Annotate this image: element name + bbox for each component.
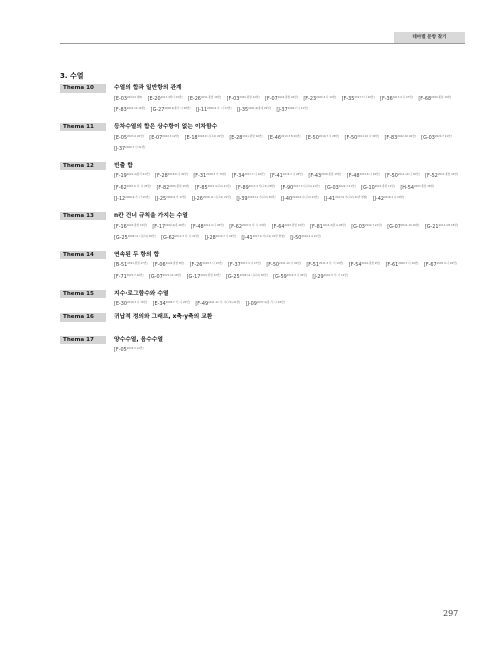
problem-code: [F-67 xyxy=(423,262,437,269)
problem-ref[interactable] xyxy=(281,196,318,202)
problem-code: [J-41 xyxy=(323,195,336,202)
theme-refs xyxy=(114,93,465,115)
problem-ref[interactable] xyxy=(246,301,285,307)
problem-ref[interactable] xyxy=(266,262,300,268)
theme-refs xyxy=(114,170,465,204)
problem-source: 2011.3 가, 나 21번] xyxy=(174,234,200,238)
problem-source: 2007.6 가, 나 24번] xyxy=(241,223,267,227)
problem-ref[interactable] xyxy=(114,107,145,113)
problem-code: [F-16 xyxy=(114,223,127,230)
problem-source: 2021.4(종가 21번] xyxy=(126,173,150,177)
problem-source: 2010.종합 9번] xyxy=(361,262,380,266)
problem-code: [F-48 xyxy=(190,223,204,230)
problem-code: [E-50 xyxy=(305,134,319,141)
problem-source: 2022.10 16번] xyxy=(397,134,416,138)
problem-code: [J-25 xyxy=(154,195,167,202)
problem-ref[interactable] xyxy=(421,135,451,141)
page-number: 297 xyxy=(443,609,459,618)
problem-source: 2018.6 나 30번] xyxy=(167,173,188,177)
problem-source: 2017.6 가(고2) 21번 변형] xyxy=(252,234,285,238)
problem-source: 2018.7 나 15번] xyxy=(202,262,223,266)
problem-source: 2008.11 나(고2) 30번] xyxy=(239,273,268,277)
problem-source: 2018.6 나(고2) 21번] xyxy=(292,195,319,199)
theme-refs xyxy=(114,131,465,153)
problem-source: 2006.7 나 29번] xyxy=(398,262,419,266)
problem-ref[interactable] xyxy=(236,185,275,191)
problem-ref[interactable] xyxy=(268,135,300,141)
theme-row xyxy=(60,290,465,310)
problem-source: 2006.6 가, 나 17번] xyxy=(207,106,232,110)
problem-ref[interactable] xyxy=(228,262,261,268)
problem-ref[interactable] xyxy=(114,185,151,191)
problem-ref[interactable] xyxy=(187,274,221,280)
theme-badge: Thema 15 xyxy=(60,290,106,299)
problem-code: [G-25 xyxy=(225,273,240,280)
problem-code: [H-54 xyxy=(400,184,414,191)
problem-ref[interactable] xyxy=(324,196,367,202)
problem-source: 2016.4 나 29번] xyxy=(383,195,404,199)
problem-code: [F-51 xyxy=(306,262,320,269)
problem-ref[interactable] xyxy=(227,96,260,102)
problem-code: [G-10 xyxy=(361,184,375,191)
problem-code: [F-41 xyxy=(270,173,283,180)
problem-ref[interactable] xyxy=(387,224,419,230)
problem-source: 2010.7 나 29번] xyxy=(215,234,236,238)
problem-ref[interactable] xyxy=(241,235,284,241)
problem-code: [E-34 xyxy=(152,301,166,308)
problem-ref[interactable] xyxy=(310,224,346,230)
problem-code: [F-89 xyxy=(236,184,249,191)
problem-code: [J-12 xyxy=(114,195,126,202)
problem-ref[interactable] xyxy=(151,107,191,113)
problem-code: [F-82 xyxy=(156,184,170,191)
problem-ref[interactable] xyxy=(308,173,341,179)
problem-source: 2011.종합 16번] xyxy=(242,134,263,138)
problem-ref[interactable] xyxy=(290,235,321,241)
theme-content xyxy=(114,162,465,204)
problem-ref[interactable] xyxy=(380,96,413,102)
problem-ref[interactable] xyxy=(114,235,156,241)
problem-code: [E-20 xyxy=(147,95,161,102)
problem-code: [F-62 xyxy=(229,223,242,230)
problem-ref[interactable] xyxy=(232,173,265,179)
problem-source: 2018.6 나(고2) 20번] xyxy=(197,134,224,138)
problem-ref[interactable] xyxy=(361,185,395,191)
problem-source: 2013.3 B 20번] xyxy=(281,134,301,138)
problem-source: 2011.11 가, 나(고2) 21번] xyxy=(208,301,241,305)
problem-source: 2012.6 나 29번] xyxy=(359,173,380,177)
problem-source: 2022.7 21번] xyxy=(364,223,382,227)
problem-ref[interactable] xyxy=(205,235,236,241)
theme-refs xyxy=(114,344,465,355)
problem-ref[interactable] xyxy=(236,196,275,202)
problem-ref[interactable] xyxy=(237,107,271,113)
problem-source: 2016.7 나 28번] xyxy=(282,173,303,177)
problem-code: [J-39 xyxy=(236,195,248,202)
problem-ref[interactable] xyxy=(418,96,451,102)
problem-ref[interactable] xyxy=(345,135,379,141)
problem-source: 2024.3 11번] xyxy=(126,347,144,351)
problem-ref[interactable] xyxy=(400,185,434,191)
problem-source: 2021.종합 11번] xyxy=(374,184,395,188)
problem-code: [F-43 xyxy=(308,173,322,180)
problem-code: [J-42 xyxy=(372,195,384,202)
problem-code: [G-03 xyxy=(421,134,435,141)
problem-code: [E-05 xyxy=(114,134,127,141)
theme-title: 귀납적 정의와 그래프, x축·y축의 교환 xyxy=(114,314,213,321)
problem-ref[interactable] xyxy=(114,224,147,230)
problem-ref[interactable] xyxy=(114,196,149,202)
problem-source: 2011.10 나 30번] xyxy=(279,262,301,266)
problem-code: [G-27 xyxy=(150,106,165,113)
problem-code: [F-50 xyxy=(344,134,358,141)
problem-source: 2010.3 가, 나 12번] xyxy=(323,273,348,277)
problem-code: [F-49 xyxy=(195,301,209,308)
theme-list xyxy=(60,84,465,355)
problem-code: [J-37 xyxy=(114,145,126,152)
problem-code: [E-28 xyxy=(229,134,243,141)
problem-source: 2021.10 16번] xyxy=(400,223,420,227)
problem-ref[interactable] xyxy=(114,347,143,353)
problem-ref[interactable] xyxy=(325,185,355,191)
problem-ref[interactable] xyxy=(114,146,145,152)
theme-title: 빈출 합 xyxy=(114,162,133,169)
problem-code: [F-05 xyxy=(114,347,127,354)
problem-source: 2015.종합 22번] xyxy=(200,273,221,277)
problem-code: [G-03 xyxy=(351,223,365,230)
problem-ref[interactable] xyxy=(148,96,183,102)
theme-badge: Thema 13 xyxy=(60,212,106,221)
problem-ref[interactable] xyxy=(153,262,184,268)
problem-source: 2022.3 12번] xyxy=(162,134,179,138)
problem-ref[interactable] xyxy=(114,135,144,141)
problem-code: [F-54 xyxy=(348,262,362,269)
problem-ref[interactable] xyxy=(152,224,185,230)
problem-ref[interactable] xyxy=(156,185,189,191)
problem-code: [G-07 xyxy=(149,273,163,280)
problem-ref[interactable] xyxy=(161,235,199,241)
theme-row xyxy=(60,336,465,356)
problem-source: 2017.3 나(고2) 21번] xyxy=(293,184,320,188)
problem-ref[interactable] xyxy=(114,274,143,280)
problem-source: 2018.11 가(고2) 30번] xyxy=(247,195,276,199)
problem-ref[interactable] xyxy=(155,173,188,179)
problem-code: [E-26 xyxy=(187,95,201,102)
theme-row xyxy=(60,313,465,322)
problem-ref[interactable] xyxy=(303,96,336,102)
problem-source: 2006.7 가, 나 25번] xyxy=(165,301,190,305)
problem-source: 2021.4(종내 29번] xyxy=(248,106,271,110)
theme-content xyxy=(114,313,465,322)
problem-code: [F-03 xyxy=(226,95,240,102)
theme-row xyxy=(60,162,465,204)
theme-content xyxy=(114,290,465,310)
problem-ref[interactable] xyxy=(273,274,307,280)
problem-code: [F-36 xyxy=(380,95,393,102)
theme-row xyxy=(60,123,465,154)
problem-ref[interactable] xyxy=(149,274,181,280)
problem-code: [F-81 xyxy=(310,223,323,230)
problem-source: 2014.4(종 A 28번] xyxy=(322,223,346,227)
problem-source: 2020.7 나 21번] xyxy=(125,145,146,149)
problem-source: 2016.4 A 21번] xyxy=(301,234,321,238)
problem-source: 2020.3 나 10번] xyxy=(316,95,337,99)
problem-code: [F-50 xyxy=(385,173,398,180)
problem-source: 2007.종합 15번] xyxy=(284,223,305,227)
problem-ref[interactable] xyxy=(306,135,339,141)
problem-source: 2014.4 B 18번] xyxy=(438,223,458,227)
problem-ref[interactable] xyxy=(193,173,226,179)
problem-source: 2025.종합 12번] xyxy=(239,95,260,99)
problem-source: 2017.3 가(고2) 28번] xyxy=(248,184,275,188)
problem-source: 2024.종합 8번] xyxy=(165,262,185,266)
problem-code: [G-62 xyxy=(161,234,175,241)
problem-code: [F-48 xyxy=(346,173,360,180)
problem-source: 2005.4 나 28번] xyxy=(436,262,457,266)
problem-source: 2017.7 나 26번] xyxy=(354,95,375,99)
section-title: 3. 수열 xyxy=(60,72,84,80)
problem-source: 2022.7 21번] xyxy=(338,184,356,188)
theme-refs xyxy=(114,220,465,242)
problem-ref[interactable] xyxy=(425,173,458,179)
problem-ref[interactable] xyxy=(192,196,231,202)
problem-source: 2008.11 나(고2) 30번] xyxy=(127,234,156,238)
problem-source: 2023.4 20번] xyxy=(127,134,144,138)
problem-ref[interactable] xyxy=(270,173,303,179)
problem-ref[interactable] xyxy=(312,274,347,280)
problem-ref[interactable] xyxy=(188,96,221,102)
problem-code: [E-03 xyxy=(114,95,127,102)
problem-source: 2017.3 나 27번] xyxy=(240,262,261,266)
problem-code: [J-28 xyxy=(204,234,216,241)
problem-code: [J-26 xyxy=(191,195,203,202)
theme-content xyxy=(114,251,465,282)
problem-code: [F-35 xyxy=(341,95,355,102)
problem-ref[interactable] xyxy=(306,262,343,268)
theme-refs xyxy=(114,298,465,309)
problem-code: [F-52 xyxy=(425,173,438,180)
problem-source: 2024.종합 24번] xyxy=(277,95,298,99)
theme-badge: Thema 14 xyxy=(60,251,106,260)
theme-badge: Thema 10 xyxy=(60,84,106,93)
problem-code: [F-68 xyxy=(418,95,432,102)
problem-ref[interactable] xyxy=(114,96,142,102)
problem-source: 2011.종합 10번] xyxy=(200,95,222,99)
problem-code: [F-71 xyxy=(114,273,127,280)
problem-ref[interactable] xyxy=(196,107,231,113)
problem-code: [E-46 xyxy=(268,134,282,141)
problem-code: [F-37 xyxy=(227,262,241,269)
problem-source: 2017.4 나 27번] xyxy=(392,95,413,99)
problem-ref[interactable] xyxy=(424,262,457,268)
problem-source: 2023.종합 16번] xyxy=(413,184,435,188)
problem-code: [F-31 xyxy=(193,173,207,180)
problem-source: 2009.7 나 21번] xyxy=(287,106,308,110)
problem-ref[interactable] xyxy=(386,262,419,268)
problem-code: [F-64 xyxy=(271,223,285,230)
problem-code: [G-21 xyxy=(424,223,439,230)
theme-badge: Thema 12 xyxy=(60,162,106,171)
problem-code: [F-61 xyxy=(385,262,399,269)
problem-source: 2017.7 나 16번] xyxy=(244,173,265,177)
problem-source: 2008.11 나(고2) 21번] xyxy=(202,195,231,199)
theme-row xyxy=(60,251,465,282)
problem-ref[interactable] xyxy=(276,107,307,113)
problem-source: 2021.10 16번] xyxy=(162,273,182,277)
theme-title: 지수·로그함수와 수열 xyxy=(114,290,169,297)
theme-badge: Thema 17 xyxy=(60,336,106,345)
problem-source: 2022.종합 10번] xyxy=(126,223,147,227)
problem-code: [F-28 xyxy=(155,173,168,180)
problem-code: [F-23 xyxy=(303,95,317,102)
problem-code: [F-34 xyxy=(231,173,245,180)
problem-ref[interactable] xyxy=(385,135,416,141)
theme-row xyxy=(60,212,465,243)
problem-source: 2017.4학나 15번] xyxy=(160,95,183,99)
problem-ref[interactable] xyxy=(190,262,223,268)
problem-source: 2021.종합 17번] xyxy=(127,262,148,266)
problem-ref[interactable] xyxy=(195,301,240,307)
problem-code: [J-09 xyxy=(245,301,257,308)
problem-source: 2008.6 가 17번] xyxy=(166,195,187,199)
problem-source: 2021.3(고2) 21번] xyxy=(207,184,231,188)
problem-ref[interactable] xyxy=(265,96,298,102)
problem-ref[interactable] xyxy=(281,185,320,191)
problem-code: [F-90 xyxy=(280,184,294,191)
problem-source: 2022.10 16번] xyxy=(126,106,146,110)
problem-ref[interactable] xyxy=(425,224,458,230)
problem-ref[interactable] xyxy=(229,135,262,141)
problem-source: 2018.3 가 15번] xyxy=(206,173,227,177)
theme-title: 등차수열의 합은 상수항이 없는 이차함수 xyxy=(114,123,218,130)
problem-ref[interactable] xyxy=(385,173,419,179)
header-tab: 테마별 문항 찾기 xyxy=(394,32,465,43)
theme-title: 연속된 두 항의 합 xyxy=(114,251,160,258)
problem-ref[interactable] xyxy=(229,224,266,230)
problem-ref[interactable] xyxy=(195,185,231,191)
problem-code: [J-37 xyxy=(276,106,288,113)
problem-source: 2011.10 나 30번] xyxy=(397,173,420,177)
theme-content xyxy=(114,84,465,115)
problem-code: [J-40 xyxy=(280,195,293,202)
problem-code: [B-51 xyxy=(114,262,128,269)
theme-refs xyxy=(114,259,465,281)
problem-code: [E-07 xyxy=(149,134,163,141)
problem-ref[interactable] xyxy=(114,301,147,307)
problem-code: [F-07 xyxy=(264,95,278,102)
problem-code: [J-35 xyxy=(236,106,249,113)
problem-code: [G-17 xyxy=(186,273,201,280)
problem-ref[interactable] xyxy=(342,96,375,102)
problem-source: 2020.종합 10번] xyxy=(431,95,452,99)
problem-code: [F-17 xyxy=(152,223,166,230)
problem-ref[interactable] xyxy=(114,173,149,179)
problem-code: [E-18 xyxy=(184,134,198,141)
problem-source: 2006.6 가, 나 15번] xyxy=(125,195,150,199)
problem-ref[interactable] xyxy=(191,224,224,230)
problem-source: 2021.7 16번] xyxy=(126,273,144,277)
problem-source: 2008.4(종가 나 28번] xyxy=(164,106,191,110)
problem-code: [G-59 xyxy=(273,273,287,280)
theme-title: n칸 건너 규칙을 가지는 수열 xyxy=(114,212,188,219)
problem-ref[interactable] xyxy=(373,196,404,202)
theme-content xyxy=(114,212,465,243)
problem-code: [F-26 xyxy=(189,262,203,269)
problem-code: [F-83 xyxy=(114,106,127,113)
problem-code: [F-06 xyxy=(152,262,166,269)
problem-code: [E-30 xyxy=(114,301,127,308)
problem-source: 2007.6 가, 나 25번] xyxy=(126,184,151,188)
theme-badge: Thema 16 xyxy=(60,313,106,322)
problem-source: 2024.5 제8] xyxy=(127,95,143,99)
problem-source: 2011.10 나 30번] xyxy=(357,134,379,138)
problem-ref[interactable] xyxy=(351,224,381,230)
theme-title: 수열의 합과 일반항의 관계 xyxy=(114,85,182,91)
problem-code: [F-83 xyxy=(384,134,398,141)
problem-ref[interactable] xyxy=(153,301,190,307)
problem-code: [F-50 xyxy=(266,262,280,269)
problem-source: 2019.7 나 28번] xyxy=(318,134,339,138)
problem-code: [J-41 xyxy=(241,234,253,241)
problem-code: [G-25 xyxy=(114,234,128,241)
theme-content xyxy=(114,336,465,356)
theme-row xyxy=(60,84,465,115)
problem-source: 2011.종합 24번] xyxy=(437,173,458,177)
problem-source: 2017.6 가(고2) 21번 변형] xyxy=(335,195,368,199)
problem-source: 2022.4(종 28번] xyxy=(165,223,186,227)
problem-code: [F-62 xyxy=(114,184,127,191)
problem-code: [G-07 xyxy=(387,223,401,230)
problem-code: [J-11 xyxy=(195,106,208,113)
problem-ref[interactable] xyxy=(349,262,380,268)
theme-title: 양수수열, 음수수열 xyxy=(114,336,164,343)
problem-source: 2012.4 나 28번] xyxy=(203,223,224,227)
problem-ref[interactable] xyxy=(185,135,224,141)
problem-ref[interactable] xyxy=(155,196,186,202)
problem-code: [G-03 xyxy=(325,184,339,191)
theme-badge: Thema 11 xyxy=(60,123,106,132)
problem-ref[interactable] xyxy=(347,173,380,179)
theme-content xyxy=(114,123,465,154)
problem-source: 2010.3 나 15번] xyxy=(127,301,148,305)
problem-source: 2012.3 나 30번] xyxy=(286,273,307,277)
problem-ref[interactable] xyxy=(226,274,268,280)
problem-code: [F-85 xyxy=(194,184,208,191)
problem-code: [J-29 xyxy=(312,273,324,280)
problem-code: [F-19 xyxy=(114,173,127,180)
header-divider xyxy=(60,43,465,44)
problem-code: [J-50 xyxy=(290,234,302,241)
problem-source: 2016.종합 15번] xyxy=(321,173,342,177)
problem-ref[interactable] xyxy=(272,224,305,230)
problem-source: 2007.4(종 가, 나 28번] xyxy=(256,301,285,305)
problem-source: 2025.종합 25번] xyxy=(169,184,190,188)
problem-ref[interactable] xyxy=(114,262,147,268)
problem-source: 2022.7 21번] xyxy=(434,134,452,138)
problem-ref[interactable] xyxy=(149,135,179,141)
problem-source: 2011.3 가, 나 19번] xyxy=(319,262,344,266)
